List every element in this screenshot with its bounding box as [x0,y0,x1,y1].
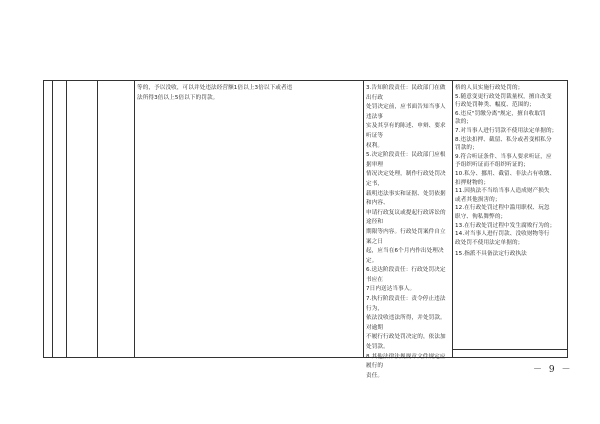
accountability-line: 扣押财物的； [455,179,490,186]
penalty-line: 法所得3倍以上5倍以下的罚款。 [137,94,219,101]
accountability-line: 15.指派不具备法定行政执法 [455,251,527,258]
duty-line: 实及其享有的陈述、申辩、要求听证等 [366,123,446,139]
column-divider [97,81,98,357]
duty-line: 处罚决定前，应书面告知当事人违法事 [366,104,446,120]
accountability-line: 职守、徇私舞弊的； [455,213,507,220]
duty-table [43,80,568,379]
duty-line: 载明违法事实和证据、处罚依据和内容、 [366,190,446,207]
accountability-line: 予组织听证而不组织听证的； [455,162,530,169]
duty-line: 5.决定阶段责任：民政部门应根据审理 [366,152,446,168]
duty-line: 责任。 [366,372,384,379]
duty-line: 不履行行政处罚决定的，依法加处罚款。 [366,334,446,351]
duty-line: 6.送达阶段责任：行政处罚决定书应在 [366,267,446,283]
column-divider [452,81,453,357]
duty-line: 依法没收违法所得，并处罚款。对逾期 [366,315,446,331]
duty-line: 申请行政复议或提起行政诉讼的途径和 [366,209,446,226]
accountability-line: 款的； [455,119,473,126]
duty-line: 8.其他法律法规规章文件规定应履行的 [366,353,446,370]
accountability-cell [455,84,565,259]
duty-line: 3.告知阶段责任：民政部门在做出行政 [366,85,446,101]
responsibility-cell [366,84,450,381]
accountability-line: 10.私分、挪用、截留、非法占有收缴、 [455,170,556,177]
duty-line: 情况决定处理，制作行政处罚决定书， [366,171,446,187]
row-divider [452,349,567,350]
duty-line: 起，应当在6个月内作出处理决定。 [366,248,444,264]
accountability-line: 罚款的； [455,145,478,152]
accountability-line: 或者其他损害的； [455,196,501,203]
duty-line: 期限等内容。行政处罚案件自立案之日 [366,228,446,245]
accountability-line: 11.因执法不当给当事人造成财产损失 [455,188,550,195]
accountability-line: 14.对当事人进行罚款、没收财物等行 [455,231,550,238]
accountability-line: 行政处罚种类、幅度、范围的； [455,102,535,109]
duty-line: 权利。 [366,142,384,149]
accountability-line: 6.违反"罚缴分离"规定，擅自收取罚 [455,110,546,117]
duty-line: 7日内送达当事人。 [366,286,416,293]
accountability-line: 12.在行政处罚过程中滥用职权、玩忽 [455,205,550,212]
column-divider [52,81,53,357]
accountability-line: 13.在行政处罚过程中发生腐败行为的； [455,222,556,229]
column-divider [134,81,135,357]
accountability-line: 5.随意变更行政处罚裁量权，擅自改变 [455,93,552,100]
page-number: － 9 － [533,365,573,375]
column-divider [363,81,364,357]
accountability-line: 9.符合听证条件、当事人要求听证，应 [455,153,552,160]
duty-line: 7.执行阶段责任：责令停止违法行为， [366,296,446,312]
accountability-line: 8.违法扣押、截留、私分或者变相私分 [455,136,552,143]
penalty-basis-cell [137,84,359,103]
column-divider [66,81,67,357]
accountability-line: 7.对当事人进行罚款不使用法定单据的； [455,127,558,134]
accountability-line: 格的人员实施行政处罚的； [455,85,524,91]
accountability-line: 政处罚不使用法定单据的； [455,239,524,246]
penalty-line: 等的，予以没收，可以并处违法经营额1倍以上3倍以下或者违 [137,85,293,91]
